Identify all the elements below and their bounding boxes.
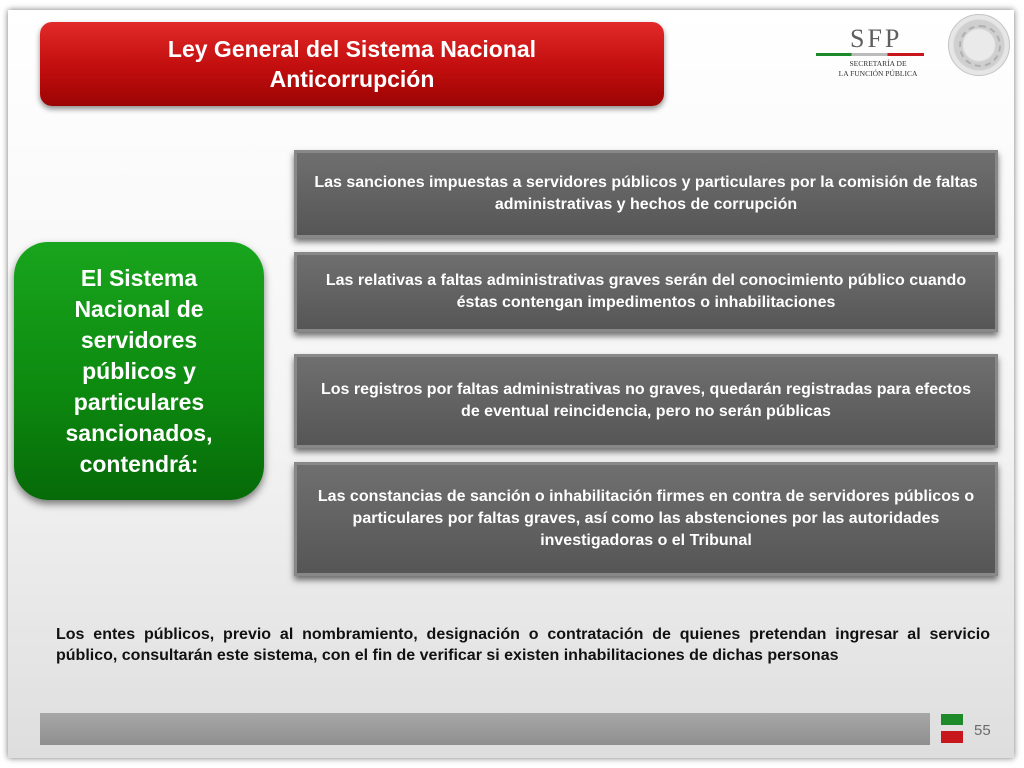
slide-title: Ley General del Sistema Nacional Anticorrupción (167, 36, 537, 92)
national-seal-icon (948, 14, 1010, 76)
flag-red-block (941, 731, 963, 743)
slide (8, 10, 1014, 758)
content-item-1-text: Las sanciones impuestas a servidores públicos y particulares por la comisión de faltas administrativas y hechos de corrupción (314, 174, 978, 213)
sfp-logo-tricolor-bar (816, 53, 924, 56)
sfp-logo-subtitle (826, 59, 930, 79)
main-concept-box (14, 242, 264, 500)
content-item-3 (294, 354, 998, 448)
content-item-2-text: Las relativas a faltas administrativas graves serán del conocimiento público cuando éstas contengan impedimentos o inhabilitaciones (325, 272, 967, 311)
sfp-logo-letters: SFP (850, 24, 903, 53)
content-item-2 (294, 252, 998, 332)
content-item-3-text: Los registros por faltas administrativas no graves, quedarán registradas para efectos de eventual reincidencia, pero no serán públicas (320, 381, 971, 420)
main-concept-text: El Sistema Nacional de servidores públicos y particulares sancionados, contendrá: (65, 264, 213, 477)
sfp-logo-subtitle-line1: SECRETARÍA DE (849, 59, 907, 68)
slide-title-banner (40, 22, 664, 106)
footer-note: Los entes públicos, previo al nombramiento, designación o contratación de quienes pretendan ingresar al servicio público, consultarán este sistema, con el fin de verificar si existen inhabilitaciones de dichas personas (56, 626, 990, 664)
content-item-4-text: Las constancias de sanción o inhabilitación firmes en contra de servidores públicos o particulares por faltas graves, así como las abstenciones por las autoridades investigadoras o el Tribunal (317, 488, 975, 549)
content-item-1 (294, 150, 998, 238)
sfp-logo-subtitle-line2: LA FUNCIÓN PÚBLICA (838, 69, 918, 78)
flag-green-block (941, 714, 963, 725)
seal-inner-ring (959, 25, 1001, 67)
sfp-logo (808, 18, 932, 86)
content-item-4 (294, 462, 998, 576)
page-number: 55 (974, 722, 991, 739)
bottom-bar (40, 713, 930, 745)
